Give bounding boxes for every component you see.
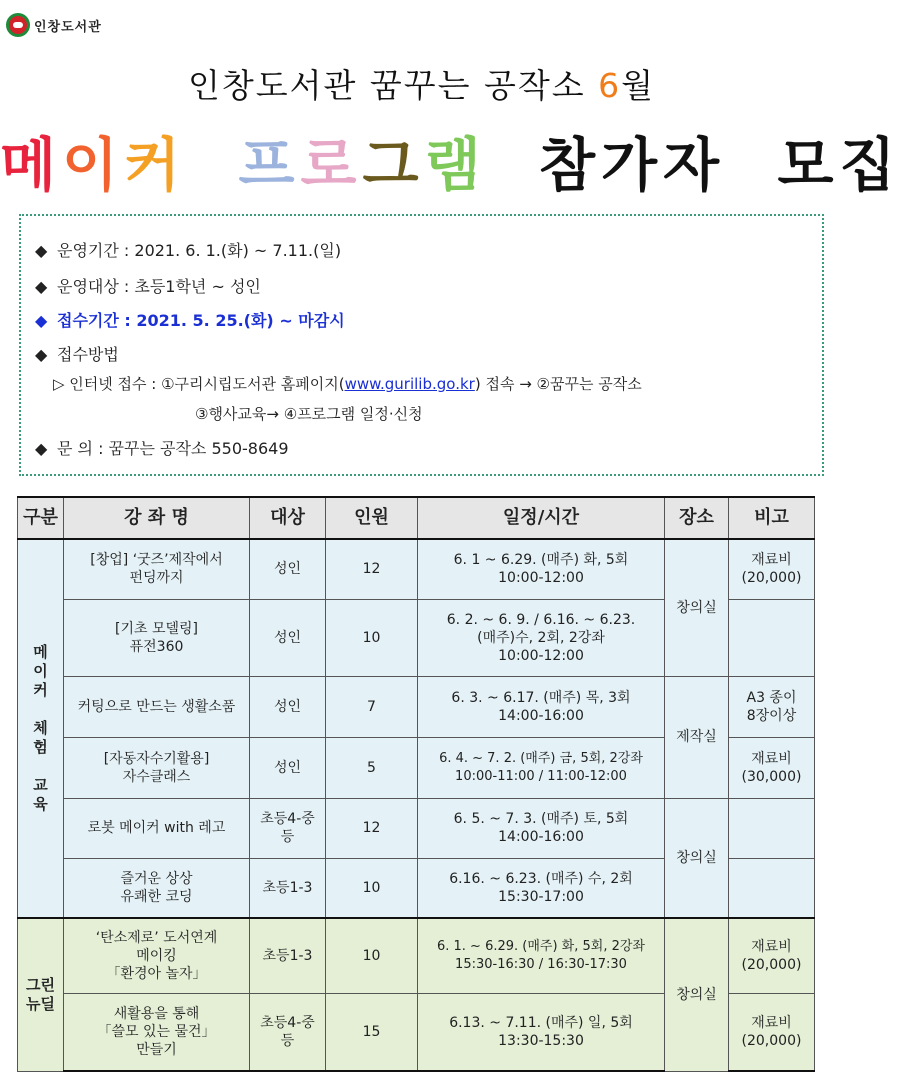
row-target: 초등1-3 bbox=[250, 918, 326, 993]
title-char: 그 bbox=[362, 131, 425, 199]
header-name: 강 좌 명 bbox=[64, 497, 250, 539]
category-maker: 메 이 커 체 험 교 육 bbox=[18, 539, 64, 918]
row-schedule: 6.16. ~ 6.23. (매주) 수, 2회 15:30-17:00 bbox=[418, 858, 665, 918]
title-char: 로 bbox=[300, 131, 363, 199]
header-count: 인원 bbox=[326, 497, 418, 539]
info-reception-text: 접수기간 : 2021. 5. 25.(화) ~ 마감시 bbox=[57, 311, 345, 330]
row-note bbox=[729, 798, 815, 858]
title-char: 메 bbox=[0, 131, 63, 199]
row-count: 10 bbox=[326, 599, 418, 676]
row-name: [자동자수기활용] 자수클래스 bbox=[64, 737, 250, 798]
row-count: 12 bbox=[326, 798, 418, 858]
diamond-bullet-icon: ◆ bbox=[35, 311, 48, 330]
program-schedule-table bbox=[17, 496, 815, 1072]
info-method-detail-1 bbox=[53, 373, 642, 394]
table-row bbox=[18, 798, 815, 858]
title-char: 프 bbox=[238, 131, 301, 199]
row-count: 15 bbox=[326, 993, 418, 1071]
row-target: 초등4-중 등 bbox=[250, 993, 326, 1071]
row-target: 성인 bbox=[250, 539, 326, 599]
library-emblem-icon bbox=[6, 13, 30, 37]
title-char bbox=[487, 131, 539, 199]
row-note: A3 종이 8장이상 bbox=[729, 676, 815, 737]
title-char: 이 bbox=[62, 131, 125, 199]
row-schedule: 6. 4. ~ 7. 2. (매주) 금, 5회, 2강좌 10:00-11:00 / 11:00-12:00 bbox=[418, 737, 665, 798]
header-target: 대상 bbox=[250, 497, 326, 539]
diamond-bullet-icon: ◆ bbox=[35, 439, 48, 458]
logo-text: 인창도서관 bbox=[34, 19, 102, 35]
info-method-detail-2: ③행사교육→ ④프로그램 일정·신청 bbox=[195, 405, 423, 423]
row-place: 창의실 bbox=[665, 798, 729, 918]
subtitle-text: 인창도서관 꿈꾸는 공작소 bbox=[187, 66, 599, 105]
library-homepage-link[interactable]: www.gurilib.go.kr bbox=[344, 375, 475, 393]
title-char: 커 bbox=[124, 131, 187, 199]
header-note: 비고 bbox=[729, 497, 815, 539]
diamond-bullet-icon: ◆ bbox=[35, 277, 48, 296]
row-name: 커팅으로 만드는 생활소품 bbox=[64, 676, 250, 737]
info-method-text: 접수방법 bbox=[57, 345, 119, 364]
header-category: 구분 bbox=[18, 497, 64, 539]
row-target: 성인 bbox=[250, 599, 326, 676]
info-target-text: 운영대상 : 초등1학년 ~ 성인 bbox=[57, 277, 261, 296]
info-contact bbox=[35, 436, 289, 459]
row-count: 5 bbox=[326, 737, 418, 798]
row-note: 재료비 (20,000) bbox=[729, 993, 815, 1071]
row-target: 초등1-3 bbox=[250, 858, 326, 918]
row-schedule: 6. 1 ~ 6.29. (매주) 화, 5회 10:00-12:00 bbox=[418, 539, 665, 599]
row-count: 7 bbox=[326, 676, 418, 737]
row-name: [기초 모델링] 퓨전360 bbox=[64, 599, 250, 676]
row-note bbox=[729, 599, 815, 676]
row-target: 성인 bbox=[250, 737, 326, 798]
row-name: ‘탄소제로’ 도서연계 메이킹 「환경아 놀자」 bbox=[64, 918, 250, 993]
table-header-row bbox=[18, 497, 815, 539]
poster-subtitle bbox=[0, 60, 843, 107]
row-count: 10 bbox=[326, 858, 418, 918]
info-period bbox=[35, 238, 341, 261]
info-contact-text: 문 의 : 꿈꾸는 공작소 550-8649 bbox=[57, 439, 289, 458]
info-method bbox=[35, 342, 119, 365]
row-note: 재료비 (30,000) bbox=[729, 737, 815, 798]
row-schedule: 6. 2. ~ 6. 9. / 6.16. ~ 6.23. (매주)수, 2회, 2강좌 10:00-12:00 bbox=[418, 599, 665, 676]
info-target bbox=[35, 274, 261, 297]
row-note: 재료비 (20,000) bbox=[729, 539, 815, 599]
header-place: 장소 bbox=[665, 497, 729, 539]
method-line1-post: ) 접속 → ②꿈꾸는 공작소 bbox=[474, 375, 642, 393]
row-place: 창의실 bbox=[665, 918, 729, 1071]
info-period-text: 운영기간 : 2021. 6. 1.(화) ~ 7.11.(일) bbox=[57, 241, 342, 260]
row-name: 새활용을 통해 「쓸모 있는 물건」 만들기 bbox=[64, 993, 250, 1071]
subtitle-month: 6 bbox=[598, 66, 622, 105]
table-row bbox=[18, 676, 815, 737]
row-schedule: 6.13. ~ 7.11. (매주) 일, 5회 13:30-15:30 bbox=[418, 993, 665, 1071]
diamond-bullet-icon: ◆ bbox=[35, 345, 48, 364]
row-target: 초등4-중 등 bbox=[250, 798, 326, 858]
row-target: 성인 bbox=[250, 676, 326, 737]
row-count: 12 bbox=[326, 539, 418, 599]
row-note bbox=[729, 858, 815, 918]
row-count: 10 bbox=[326, 918, 418, 993]
row-name: 로봇 메이커 with 레고 bbox=[64, 798, 250, 858]
title-char: 램 bbox=[424, 131, 487, 199]
table-row bbox=[18, 918, 815, 993]
poster-title bbox=[0, 118, 902, 202]
row-place: 제작실 bbox=[665, 676, 729, 798]
category-green-new-deal: 그린 뉴딜 bbox=[18, 918, 64, 1071]
row-name: 즐거운 상상 유쾌한 코딩 bbox=[64, 858, 250, 918]
diamond-bullet-icon: ◆ bbox=[35, 241, 48, 260]
row-name: [창업] ‘굿즈’제작에서 펀딩까지 bbox=[64, 539, 250, 599]
row-schedule: 6. 1. ~ 6.29. (매주) 화, 5회, 2강좌 15:30-16:30 / 16:30-17:30 bbox=[418, 918, 665, 993]
method-line1-pre: ▷ 인터넷 접수 : ①구리시립도서관 홈페이지( bbox=[53, 375, 345, 393]
table-row bbox=[18, 539, 815, 599]
row-note: 재료비 (20,000) bbox=[729, 918, 815, 993]
row-schedule: 6. 5. ~ 7. 3. (매주) 토, 5회 14:00-16:00 bbox=[418, 798, 665, 858]
title-char: 참가자 모집 bbox=[539, 131, 902, 199]
title-char bbox=[186, 131, 238, 199]
info-reception bbox=[35, 308, 345, 331]
row-place: 창의실 bbox=[665, 539, 729, 676]
library-logo bbox=[6, 13, 102, 37]
header-schedule: 일정/시간 bbox=[418, 497, 665, 539]
subtitle-month-suffix: 월 bbox=[621, 66, 656, 105]
info-box bbox=[19, 214, 824, 476]
row-schedule: 6. 3. ~ 6.17. (매주) 목, 3회 14:00-16:00 bbox=[418, 676, 665, 737]
